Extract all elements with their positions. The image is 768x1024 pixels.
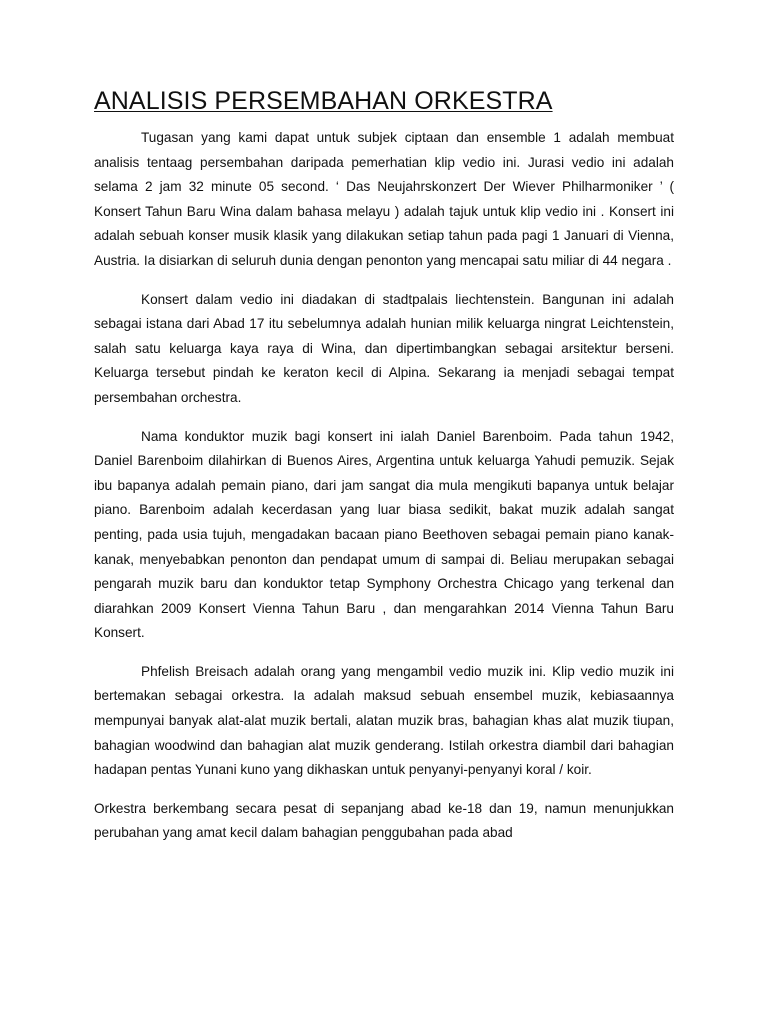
paragraph-1: Tugasan yang kami dapat untuk subjek ciptaan dan ensemble 1 adalah membuat analisis tentaag persembahan daripada pemerhatian klip vedio ini. Jurasi vedio ini adalah selama 2 jam 32 minute 05 second. ‘ Das Neujahrskonzert Der Wiever Philharmoniker ’ ( Konsert Tahun Baru Wina dalam bahasa melayu ) adalah tajuk untuk klip vedio ini . Konsert ini adalah sebuah konser musik klasik yang dilakukan setiap tahun pada pagi 1 Januari di Vienna, Austria. Ia disiarkan di seluruh dunia dengan penonton yang mencapai satu miliar di 44 negara . <box>94 130 674 268</box>
document-title: ANALISIS PERSEMBAHAN ORKESTRA <box>94 87 553 115</box>
paragraph-2: Konsert dalam vedio ini diadakan di stadtpalais liechtenstein. Bangunan ini adalah sebagai istana dari Abad 17 itu sebelumnya adalah hunian milik keluarga ningrat Leichtenstein, salah satu keluarga kaya raya di Wina, dan dipertimbangkan sebagai arsitektur berseni. Keluarga tersebut pindah ke keraton kecil di Alpina. Sekarang ia menjadi sebagai tempat persembahan orchestra. <box>94 291 674 405</box>
paragraph-5: Orkestra berkembang secara pesat di sepanjang abad ke-18 dan 19, namun menunjukkan perubahan yang amat kecil dalam bahagian penggubahan pada abad <box>94 800 674 841</box>
paragraph-3: Nama konduktor muzik bagi konsert ini ialah Daniel Barenboim. Pada tahun 1942, Daniel Barenboim dilahirkan di Buenos Aires, Argentina untuk keluarga Yahudi pemuzik. Sejak ibu bapanya adalah pemain piano, dari jam sangat dia mula mengikuti bapanya untuk belajar piano. Barenboim adalah kecerdasan yang luar biasa sedikit, bakat muzik adalah sangat penting, pada usia tujuh, mengadakan bacaan piano Beethoven sebagai pemain piano kanak-kanak, menyebabkan penonton dan pendapat umum di sampai di. Beliau merupakan sebagai pengarah muzik baru dan konduktor tetap Symphony Orchestra Chicago yang terkenal dan diarahkan 2009 Konsert Vienna Tahun Baru , dan mengarahkan 2014 Vienna Tahun Baru Konsert. <box>94 428 674 641</box>
paragraph-4: Phfelish Breisach adalah orang yang mengambil vedio muzik ini. Klip vedio muzik ini bertemakan sebagai orkestra. Ia adalah maksud sebuah ensembel muzik, kebiasaannya mempunyai banyak alat-alat muzik bertali, alatan muzik bras, bahagian khas alat muzik tiupan, bahagian woodwind dan bahagian alat muzik genderang. Istilah orkestra diambil dari bahagian hadapan pentas Yunani kuno yang dikhaskan untuk penyanyi-penyanyi koral / koir. <box>94 663 674 778</box>
document-page <box>94 86 674 860</box>
